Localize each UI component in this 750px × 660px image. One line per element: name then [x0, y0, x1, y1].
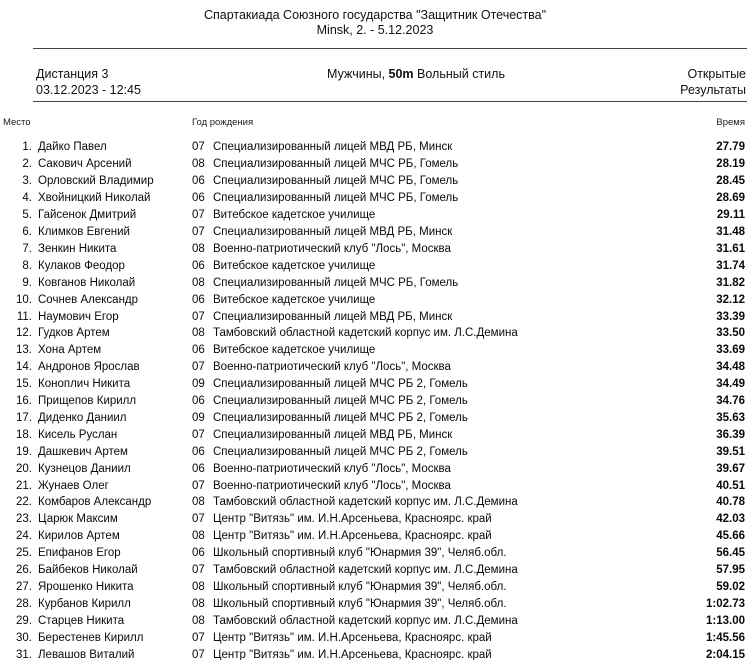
birth-year-cell: 06 — [192, 445, 205, 458]
time-cell: 42.03 — [716, 513, 745, 526]
birth-year-cell: 06 — [192, 293, 205, 306]
time-cell: 36.39 — [716, 428, 745, 441]
time-cell: 35.63 — [716, 411, 745, 424]
athlete-name-cell: Старцев Никита — [38, 614, 125, 627]
table-row — [0, 511, 750, 528]
table-row — [0, 579, 750, 596]
athlete-name-cell: Ярошенко Никита — [38, 581, 134, 594]
club-cell: Военно-патриотический клуб "Лось", Москва — [213, 479, 451, 492]
birth-year-cell: 06 — [192, 547, 205, 560]
table-row — [0, 545, 750, 562]
time-cell: 31.74 — [716, 259, 745, 272]
birth-year-cell: 08 — [192, 158, 205, 171]
athlete-name-cell: Епифанов Егор — [38, 547, 121, 560]
column-header-birth-year: Год рождения — [192, 117, 254, 128]
session-datetime: 03.12.2023 - 12:45 — [36, 83, 141, 97]
birth-year-cell: 08 — [192, 530, 205, 543]
time-cell: 29.11 — [716, 209, 745, 222]
time-cell: 2:04.15 — [705, 648, 745, 660]
time-cell: 32.12 — [716, 293, 745, 306]
place-cell: 28. — [16, 597, 32, 610]
table-row — [0, 257, 750, 274]
athlete-name-cell: Зенкин Никита — [38, 242, 117, 255]
club-cell: Тамбовский областной кадетский корпус им. Л.С.Демина — [213, 614, 518, 627]
time-cell: 28.19 — [716, 158, 745, 171]
column-header-place: Место — [3, 117, 31, 128]
birth-year-cell: 06 — [192, 259, 205, 272]
birth-year-cell: 07 — [192, 479, 205, 492]
time-cell: 31.61 — [716, 242, 745, 255]
table-row — [0, 342, 750, 359]
club-cell: Витебское кадетское училище — [213, 293, 376, 306]
place-cell: 16. — [16, 395, 32, 408]
time-cell: 27.79 — [716, 141, 745, 154]
club-cell: Специализированный лицей МВД РБ, Минск — [213, 225, 453, 238]
place-cell: 15. — [16, 378, 32, 391]
event-distance: 50m — [388, 67, 414, 81]
birth-year-cell: 07 — [192, 428, 205, 441]
place-cell: 9. — [22, 276, 32, 289]
event-location-date: Minsk, 2. - 5.12.2023 — [316, 23, 434, 37]
birth-year-cell: 06 — [192, 192, 205, 205]
athlete-name-cell: Дайко Павел — [38, 141, 107, 154]
place-cell: 26. — [16, 564, 32, 577]
athlete-name-cell: Ковганов Николай — [38, 276, 136, 289]
place-cell: 27. — [16, 581, 32, 594]
club-cell: Тамбовский областной кадетский корпус им. Л.С.Демина — [213, 564, 518, 577]
time-cell: 40.51 — [716, 479, 745, 492]
birth-year-cell: 08 — [192, 242, 205, 255]
club-cell: Специализированный лицей МВД РБ, Минск — [213, 428, 453, 441]
place-cell: 30. — [16, 631, 32, 644]
place-cell: 29. — [16, 614, 32, 627]
athlete-name-cell: Прищепов Кирилл — [38, 395, 137, 408]
session-info-right — [626, 66, 746, 98]
athlete-name-cell: Андронов Ярослав — [38, 361, 140, 374]
time-cell: 40.78 — [716, 496, 745, 509]
column-header-time: Время — [716, 117, 745, 128]
athlete-name-cell: Климков Евгений — [38, 225, 130, 238]
athlete-name-cell: Кулаков Феодор — [38, 259, 125, 272]
club-cell: Военно-патриотический клуб "Лось", Москва — [213, 361, 451, 374]
club-cell: Школьный спортивный клуб "Юнармия 39", Челяб.обл. — [213, 581, 507, 594]
athlete-name-cell: Жунаев Олег — [38, 479, 109, 492]
birth-year-cell: 08 — [192, 597, 205, 610]
place-cell: 22. — [16, 496, 32, 509]
divider-top — [33, 48, 747, 49]
place-cell: 7. — [22, 242, 32, 255]
time-cell: 31.82 — [716, 276, 745, 289]
table-row — [0, 646, 750, 660]
club-cell: Специализированный лицей МЧС РБ 2, Гомель — [213, 411, 468, 424]
club-cell: Витебское кадетское училище — [213, 259, 376, 272]
category-label: Открытые — [687, 67, 746, 81]
club-cell: Специализированный лицей МВД РБ, Минск — [213, 310, 453, 323]
club-cell: Центр "Витязь" им. И.Н.Арсеньева, Красноярс. край — [213, 631, 492, 644]
time-cell: 31.48 — [716, 225, 745, 238]
birth-year-cell: 09 — [192, 411, 205, 424]
birth-year-cell: 08 — [192, 496, 205, 509]
club-cell: Специализированный лицей МЧС РБ, Гомель — [213, 158, 459, 171]
divider-header — [33, 101, 747, 102]
table-row — [0, 173, 750, 190]
table-row — [0, 629, 750, 646]
athlete-name-cell: Хвойницкий Николай — [38, 192, 151, 205]
birth-year-cell: 06 — [192, 175, 205, 188]
birth-year-cell: 07 — [192, 564, 205, 577]
athlete-name-cell: Орловский Владимир — [38, 175, 154, 188]
event-gender: Мужчины, — [327, 67, 389, 81]
club-cell: Школьный спортивный клуб "Юнармия 39", Челяб.обл. — [213, 547, 507, 560]
table-row — [0, 528, 750, 545]
place-cell: 2. — [22, 158, 32, 171]
session-info — [36, 66, 746, 98]
place-cell: 20. — [16, 462, 32, 475]
table-row — [0, 139, 750, 156]
results-label: Результаты — [680, 83, 746, 97]
club-cell: Специализированный лицей МЧС РБ 2, Гомель — [213, 378, 468, 391]
club-cell: Специализированный лицей МЧС РБ 2, Гомель — [213, 395, 468, 408]
athlete-name-cell: Берестенев Кирилл — [38, 631, 144, 644]
time-cell: 39.51 — [716, 445, 745, 458]
column-headers — [0, 117, 750, 130]
time-cell: 34.76 — [716, 395, 745, 408]
table-row — [0, 240, 750, 257]
table-row — [0, 224, 750, 241]
athlete-name-cell: Гудков Артем — [38, 327, 110, 340]
place-cell: 24. — [16, 530, 32, 543]
table-row — [0, 443, 750, 460]
club-cell: Специализированный лицей МЧС РБ, Гомель — [213, 276, 459, 289]
club-cell: Специализированный лицей МЧС РБ, Гомель — [213, 175, 459, 188]
birth-year-cell: 06 — [192, 344, 205, 357]
time-cell: 1:02.73 — [705, 597, 745, 610]
place-cell: 19. — [16, 445, 32, 458]
athlete-name-cell: Байбеков Николай — [38, 564, 138, 577]
time-cell: 57.95 — [716, 564, 745, 577]
table-row — [0, 376, 750, 393]
table-row — [0, 562, 750, 579]
place-cell: 23. — [16, 513, 32, 526]
results-table — [0, 139, 750, 660]
birth-year-cell: 07 — [192, 361, 205, 374]
club-cell: Центр "Витязь" им. И.Н.Арсеньева, Красноярс. край — [213, 530, 492, 543]
place-cell: 10. — [16, 293, 32, 306]
athlete-name-cell: Кирилов Артем — [38, 530, 120, 543]
table-row — [0, 595, 750, 612]
birth-year-cell: 07 — [192, 648, 205, 660]
time-cell: 39.67 — [716, 462, 745, 475]
place-cell: 18. — [16, 428, 32, 441]
time-cell: 34.49 — [716, 378, 745, 391]
event-title: Спартакиада Союзного государства "Защитник Отечества" — [203, 8, 547, 22]
table-row — [0, 308, 750, 325]
birth-year-cell: 07 — [192, 310, 205, 323]
athlete-name-cell: Наумович Егор — [38, 310, 119, 323]
athlete-name-cell: Кисель Руслан — [38, 428, 118, 441]
athlete-name-cell: Комбаров Александр — [38, 496, 152, 509]
time-cell: 33.39 — [716, 310, 745, 323]
club-cell: Специализированный лицей МВД РБ, Минск — [213, 141, 453, 154]
table-row — [0, 207, 750, 224]
table-row — [0, 190, 750, 207]
club-cell: Военно-патриотический клуб "Лось", Москва — [213, 462, 451, 475]
birth-year-cell: 08 — [192, 327, 205, 340]
time-cell: 1:45.56 — [705, 631, 745, 644]
club-cell: Специализированный лицей МЧС РБ, Гомель — [213, 192, 459, 205]
time-cell: 34.48 — [716, 361, 745, 374]
athlete-name-cell: Царюк Максим — [38, 513, 118, 526]
place-cell: 21. — [16, 479, 32, 492]
table-row — [0, 612, 750, 629]
athlete-name-cell: Курбанов Кирилл — [38, 597, 131, 610]
birth-year-cell: 07 — [192, 225, 205, 238]
table-row — [0, 426, 750, 443]
birth-year-cell: 08 — [192, 614, 205, 627]
table-row — [0, 274, 750, 291]
place-cell: 5. — [22, 209, 32, 222]
athlete-name-cell: Сочнев Александр — [38, 293, 139, 306]
birth-year-cell: 07 — [192, 513, 205, 526]
club-cell: Тамбовский областной кадетский корпус им. Л.С.Демина — [213, 327, 518, 340]
place-cell: 13. — [16, 344, 32, 357]
club-cell: Школьный спортивный клуб "Юнармия 39", Челяб.обл. — [213, 597, 507, 610]
time-cell: 56.45 — [716, 547, 745, 560]
place-cell: 25. — [16, 547, 32, 560]
club-cell: Центр "Витязь" им. И.Н.Арсеньева, Красноярс. край — [213, 648, 492, 660]
table-row — [0, 393, 750, 410]
athlete-name-cell: Коноплич Никита — [38, 378, 131, 391]
header-block — [0, 0, 750, 38]
club-cell: Витебское кадетское училище — [213, 344, 376, 357]
club-cell: Военно-патриотический клуб "Лось", Москва — [213, 242, 451, 255]
athlete-name-cell: Диденко Даниил — [38, 411, 127, 424]
place-cell: 6. — [22, 225, 32, 238]
distance-label: Дистанция 3 — [36, 67, 109, 81]
club-cell: Специализированный лицей МЧС РБ 2, Гомель — [213, 445, 468, 458]
place-cell: 1. — [22, 141, 32, 154]
athlete-name-cell: Хона Артем — [38, 344, 102, 357]
athlete-name-cell: Левашов Виталий — [38, 648, 135, 660]
birth-year-cell: 07 — [192, 141, 205, 154]
table-row — [0, 359, 750, 376]
birth-year-cell: 08 — [192, 581, 205, 594]
table-row — [0, 477, 750, 494]
birth-year-cell: 07 — [192, 631, 205, 644]
time-cell: 45.66 — [716, 530, 745, 543]
time-cell: 59.02 — [716, 581, 745, 594]
place-cell: 31. — [16, 648, 32, 660]
athlete-name-cell: Гайсенок Дмитрий — [38, 209, 137, 222]
birth-year-cell: 06 — [192, 395, 205, 408]
place-cell: 11. — [16, 310, 32, 323]
club-cell: Тамбовский областной кадетский корпус им. Л.С.Демина — [213, 496, 518, 509]
athlete-name-cell: Дашкевич Артем — [38, 445, 128, 458]
time-cell: 33.50 — [716, 327, 745, 340]
time-cell: 33.69 — [716, 344, 745, 357]
time-cell: 1:13.00 — [705, 614, 745, 627]
place-cell: 17. — [16, 411, 32, 424]
athlete-name-cell: Кузнецов Даниил — [38, 462, 131, 475]
club-cell: Центр "Витязь" им. И.Н.Арсеньева, Красноярс. край — [213, 513, 492, 526]
event-style: Вольный стиль — [413, 67, 505, 81]
table-row — [0, 291, 750, 308]
time-cell: 28.45 — [716, 175, 745, 188]
athlete-name-cell: Сакович Арсений — [38, 158, 132, 171]
table-row — [0, 410, 750, 427]
birth-year-cell: 06 — [192, 462, 205, 475]
place-cell: 14. — [16, 361, 32, 374]
club-cell: Витебское кадетское училище — [213, 209, 376, 222]
birth-year-cell: 09 — [192, 378, 205, 391]
place-cell: 12. — [16, 327, 32, 340]
time-cell: 28.69 — [716, 192, 745, 205]
table-row — [0, 494, 750, 511]
table-row — [0, 460, 750, 477]
table-row — [0, 156, 750, 173]
event-name — [206, 66, 626, 98]
birth-year-cell: 08 — [192, 276, 205, 289]
table-row — [0, 325, 750, 342]
birth-year-cell: 07 — [192, 209, 205, 222]
place-cell: 3. — [22, 175, 32, 188]
place-cell: 4. — [22, 192, 32, 205]
session-info-left — [36, 66, 206, 98]
place-cell: 8. — [22, 259, 32, 272]
